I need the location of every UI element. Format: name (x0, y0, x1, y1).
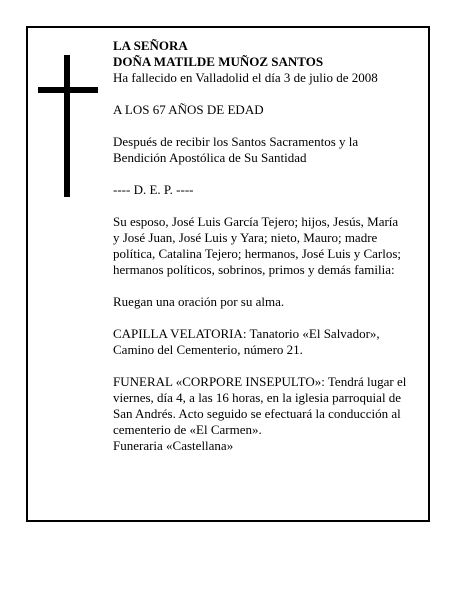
funeral-line-1: FUNERAL «CORPORE INSEPULTO»: Tendrá lugar el (113, 374, 407, 389)
funeral-line-2: viernes, día 4, a las 16 horas, en la iglesia parroquial de (113, 390, 402, 405)
cross-horizontal-bar (38, 87, 98, 93)
funeral-line-3: San Andrés. Acto seguido se efectuará la conducción al (113, 406, 401, 421)
chapel-line-2: Camino del Cementerio, número 21. (113, 342, 303, 357)
cross-vertical-bar (64, 55, 70, 197)
deceased-name: DOÑA MATILDE MUÑOZ SANTOS (113, 54, 324, 69)
sacraments-line-2: Bendición Apostólica de Su Santidad (113, 150, 307, 165)
chapel-line-1: CAPILLA VELATORIA: Tanatorio «El Salvador», (113, 326, 380, 341)
rip-line: ---- D. E. P. ---- (113, 182, 194, 197)
family-line-4: hermanos políticos, sobrinos, primos y demás familia: (113, 262, 395, 277)
latin-cross-icon (38, 55, 98, 197)
funeral-home-line: Funeraria «Castellana» (113, 438, 234, 453)
prayer-line: Ruegan una oración por su alma. (113, 294, 285, 309)
title-line: LA SEÑORA (113, 38, 188, 53)
family-line-3: política, Catalina Tejero; hermanos, José Luis y Carlos; (113, 246, 402, 261)
family-line-2: y José Juan, José Luis y Yara; nieto, Mauro; madre (113, 230, 378, 245)
obituary-text (113, 38, 413, 454)
sacraments-line-1: Después de recibir los Santos Sacramentos y la (113, 134, 359, 149)
age-line: A LOS 67 AÑOS DE EDAD (113, 102, 264, 117)
funeral-line-4: cementerio de «El Carmen». (113, 422, 262, 437)
death-line: Ha fallecido en Valladolid el día 3 de julio de 2008 (113, 70, 378, 85)
family-line-1: Su esposo, José Luis García Tejero; hijos, Jesús, María (113, 214, 399, 229)
